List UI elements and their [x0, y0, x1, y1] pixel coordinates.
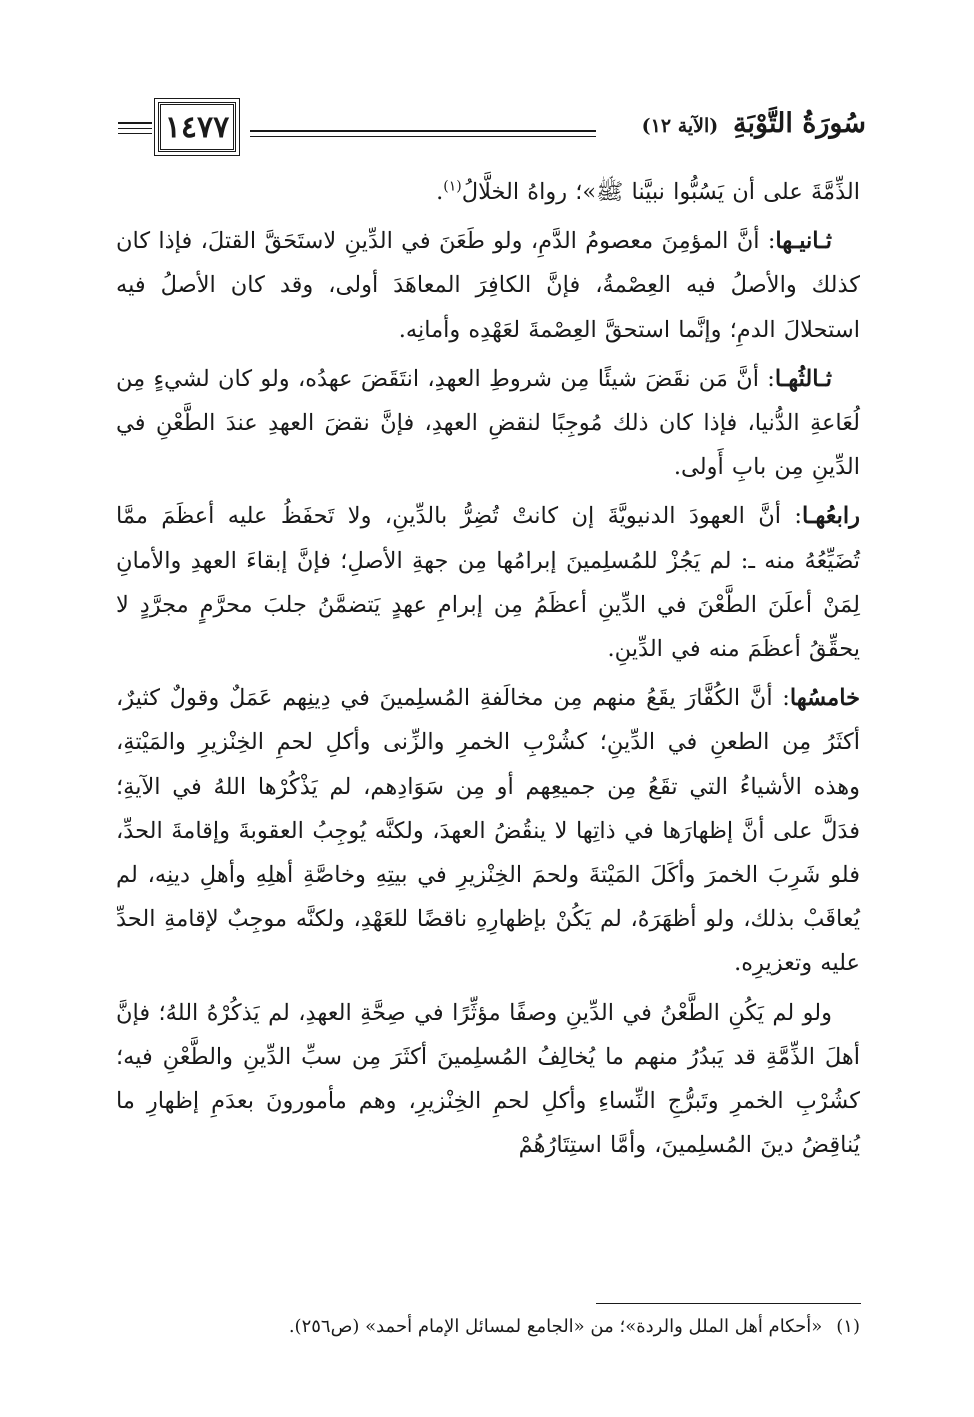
- surah-title: سُورَةُ التَّوْبَةِ: [733, 108, 866, 139]
- page-number-text: ١٤٧٧: [164, 109, 230, 145]
- header-rule: [118, 128, 152, 129]
- paragraph-text: : أنَّ مَن نقَضَ شيئًا مِن شروطِ العهدِ، انتَقَضَ عهدُه، ولو كان لشيءٍ مِن لُعَاعةِ الدُّنيا، فإذا كان ذلك مُوجِبًا لنقضِ العهدِ، فإنَّ نقضَ العهدِ عندَ الطَّعْنِ في الدِّينِ مِن بابِ أَولى.: [116, 365, 860, 481]
- header-rule: [250, 136, 596, 137]
- footnote-text: «أحكام أهل الملل والردة»؛ من «الجامع لمسائل الإمام أحمد» (ص٢٥٦).: [288, 1316, 823, 1337]
- paragraph-fourth: [116, 494, 860, 671]
- footnote-separator: [596, 1303, 861, 1304]
- footnote-marker: (١): [443, 178, 462, 195]
- header-rule: [118, 122, 152, 124]
- point-label: ثـالثُهـا: [774, 365, 832, 392]
- paragraph-text: : أنَّ المؤمِنَ معصومُ الدَّمِ، ولو طَعَنَ في الدِّينِ لاستَحَقَّ القتلَ، فإذا كان كذلك والأصلُ فيه العِصْمةُ، فإنَّ الكافِرَ المعاهَدَ أولى، وقد كان الأصلُ فيه استحلالَ الدمِ؛ وإنَّما استحقَّ العِصْمةَ لعَهْدِه وأمانِه.: [116, 228, 860, 343]
- paragraph-third: [116, 357, 860, 490]
- paragraph-text: : أنَّ العهودَ الدنيويَّةَ إن كانتْ تُضِرُّ بالدِّينِ، ولا تَحفَظُ عليه أعظَمَ ممَّا تُضَيِّعُهُ منه ـ: لم يَجُزْ للمُسلِمينَ إبرامُها مِن جهةِ الأصلِ؛ فإنَّ إبقاءَ العهدِ والأمانِ لِمَنْ أعلَنَ الطَّعْنَ في الدِّينِ أعظَمُ مِن إبرامِ عهدٍ يَتضمَّنُ جلبَ محرَّمٍ مجرَّدٍ لا يحقِّقُ أعظَمَ منه في الدِّينِ.: [116, 503, 860, 663]
- paragraph-text: الذِّمَّةَ على أن يَسُبُّوا نبيَّنا ﷺ»؛ رواهُ الخلَّالُ: [461, 179, 860, 205]
- footnote: [116, 1313, 860, 1341]
- paragraph-fifth: [116, 676, 860, 985]
- header-rule: [250, 130, 596, 132]
- point-label: خامسُها: [789, 685, 860, 712]
- paragraph-continuation: [116, 170, 860, 214]
- paragraph-tail: .: [436, 179, 444, 205]
- point-label: رابعُهـا: [801, 503, 860, 530]
- running-title: [642, 108, 866, 139]
- paragraph-sixth: [116, 991, 860, 1168]
- point-label: ثـانيـها: [775, 228, 832, 255]
- header-rule: [118, 133, 152, 134]
- main-text: [116, 170, 860, 1172]
- footnote-number: (١): [836, 1316, 860, 1337]
- paragraph-second: [116, 219, 860, 352]
- page-header: [118, 100, 866, 160]
- verse-reference: (الآية ١٢): [641, 115, 719, 137]
- page-number: [158, 102, 236, 152]
- paragraph-text: ولو لم يَكُنِ الطَّعْنُ في الدِّينِ وصفًا مؤثِّرًا في صِحَّةِ العهدِ، لم يَذكُرْهُ اللهُ؛ فإنَّ أهلَ الذِّمَّةِ قد يَبدُرُ منهم ما يُخالِفُ المُسلِمينَ أكثَرَ مِن سبِّ الدِّينِ والطَّعْنِ فيه؛ كشُرْبِ الخمرِ وتَبرُّجِ النِّساءِ وأكلِ لحمِ الخِنْزيرِ، وهم مأمورونَ بعدَمِ إظهارِ ما يُناقِضُ دينَ المُسلِمينَ، وأمَّا استِتَارُهُمْ: [116, 999, 860, 1159]
- paragraph-text: : أنَّ الكُفَّارَ يقَعُ منهم مِن مخالَفةِ المُسلِمينَ في دِينِهم عَمَلٌ وقولٌ كثيرٌ، أكثَرُ مِن الطعنِ في الدِّينِ؛ كشُرْبِ الخمرِ والزِّنى وأكلِ لحمِ الخِنْزيرِ والمَيْتةِ، وهذه الأشياءُ التي تقَعُ مِن جميعِهم أو مِن سَوَادِهم، لم يَذْكُرْها اللهُ في الآيةِ؛ فدَلَّ على أنَّ إظهارَها في ذاتِها لا ينقُضُ العهدَ، ولكنَّه يُوجِبُ العقوبةَ وإقامةَ الحدِّ، فلو شَرِبَ الخمرَ وأكَلَ المَيْتةَ ولحمَ الخِنْزيرِ في بيتِهِ وخاصَّةِ أهلِهِ وأهلِ دينِه، لم يُعاقَبْ بذلك، ولو أظهَرَهُ، لم يَكُنْ بإظهارِهِ ناقضًا للعَهْدِ، ولكنَّه موجِبٌ لإقامةِ الحدِّ عليه وتعزيرِه.: [116, 685, 860, 977]
